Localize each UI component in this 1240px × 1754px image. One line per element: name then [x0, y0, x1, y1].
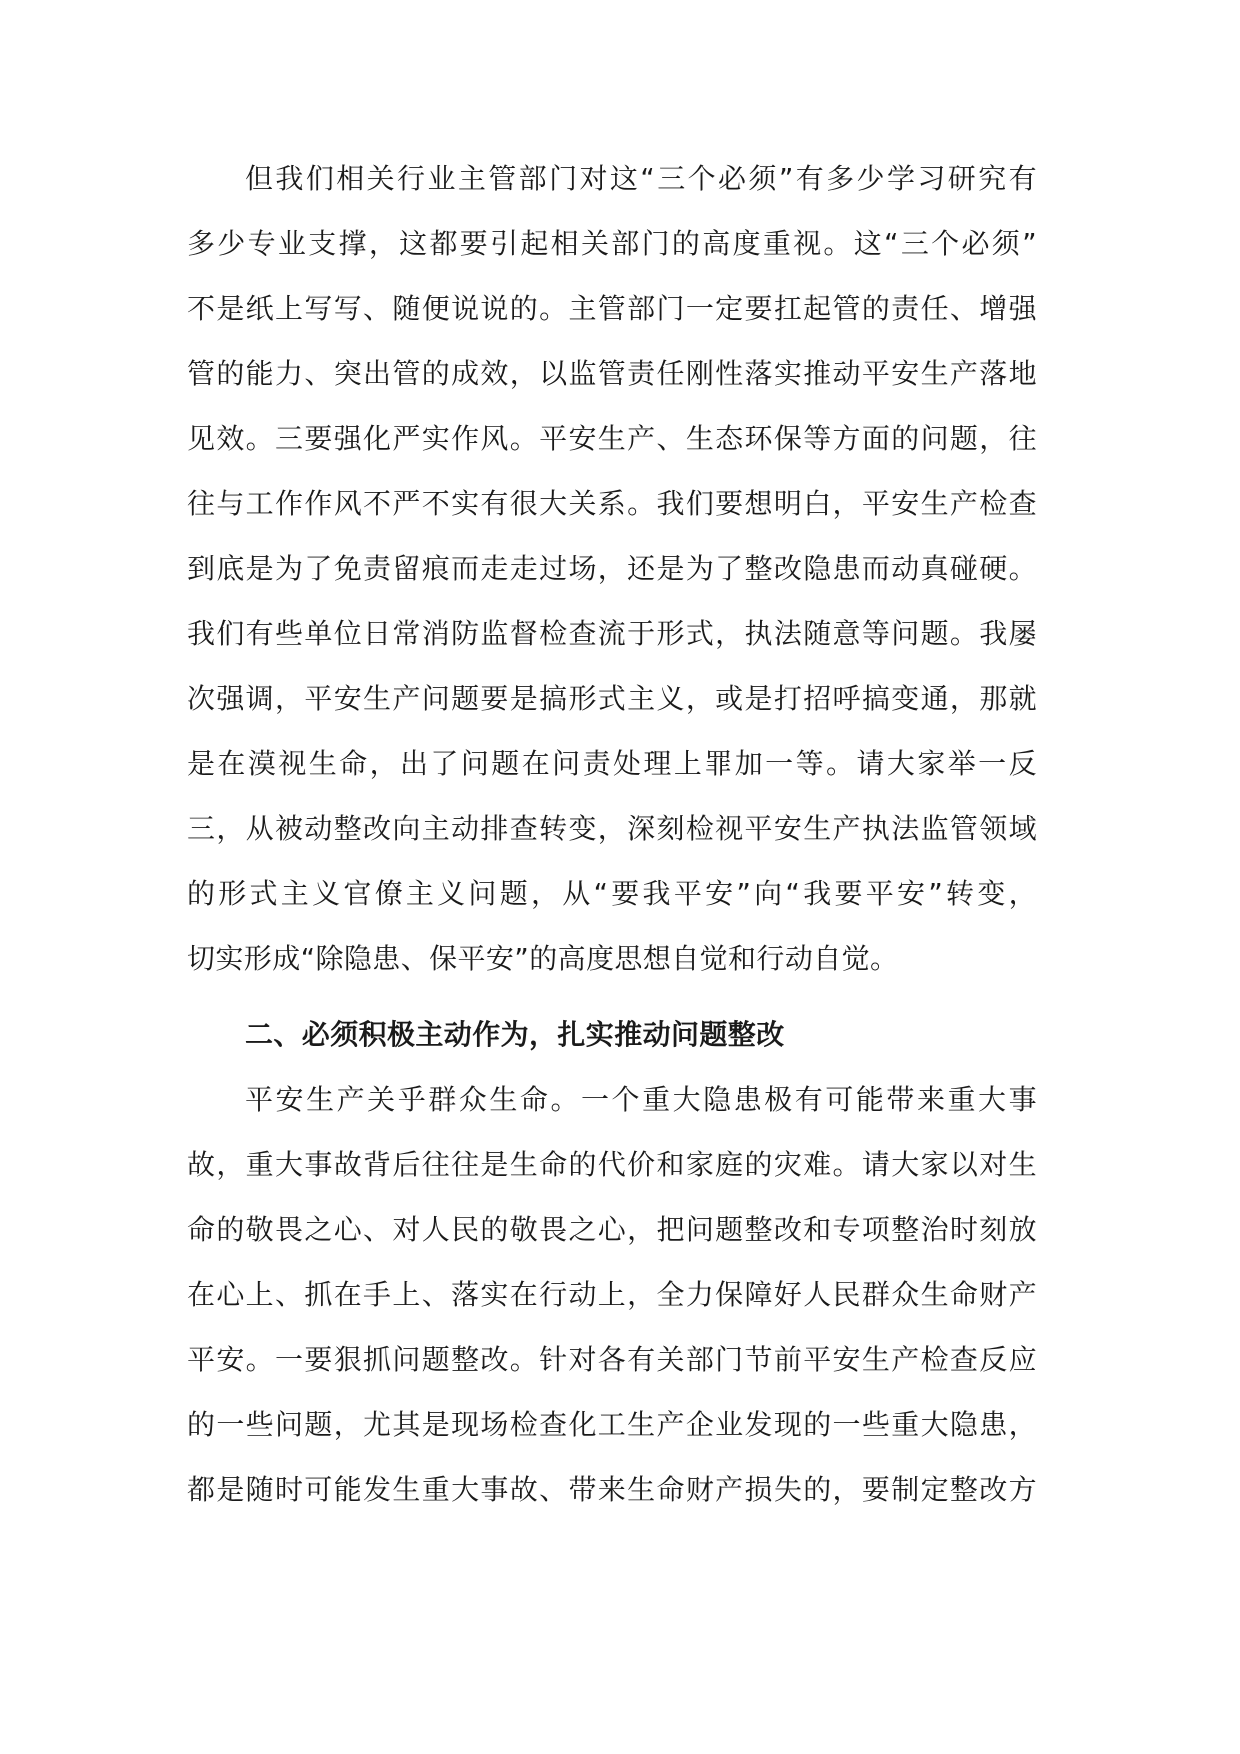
- paragraph-line: 切实形成“除隐患、保平安”的高度思想自觉和行动自觉。: [187, 942, 899, 975]
- paragraph-line: 三，从被动整改向主动排查转变，深刻检视平安生产执法监管领域: [187, 812, 1037, 845]
- paragraph-line: 在心上、抓在手上、落实在行动上，全力保障好人民群众生命财产: [187, 1278, 1037, 1311]
- paragraph-line: 命的敬畏之心、对人民的敬畏之心，把问题整改和专项整治时刻放: [187, 1213, 1037, 1246]
- paragraph-line: 故，重大事故背后往往是生命的代价和家庭的灾难。请大家以对生: [187, 1148, 1037, 1181]
- paragraph-line: 见效。三要强化严实作风。平安生产、生态环保等方面的问题，往: [187, 422, 1037, 455]
- paragraph-line: 次强调，平安生产问题要是搞形式主义，或是打招呼搞变通，那就: [187, 682, 1037, 715]
- paragraph-line: 多少专业支撑，这都要引起相关部门的高度重视。这“三个必须”: [187, 227, 1037, 260]
- section-heading: [187, 1002, 1037, 1067]
- heading-line: 二、必须积极主动作为，扎实推动问题整改: [245, 1018, 785, 1051]
- paragraph-1: [187, 146, 1037, 991]
- paragraph-line: 到底是为了免责留痕而走走过场，还是为了整改隐患而动真碰硬。: [187, 552, 1037, 585]
- paragraph-line: 我们有些单位日常消防监督检查流于形式，执法随意等问题。我屡: [187, 617, 1037, 650]
- paragraph-line: 但我们相关行业主管部门对这“三个必须”有多少学习研究有: [245, 162, 1037, 195]
- paragraph-line: 都是随时可能发生重大事故、带来生命财产损失的，要制定整改方: [187, 1473, 1037, 1506]
- paragraph-line: 的形式主义官僚主义问题，从“要我平安”向“我要平安”转变，: [187, 877, 1037, 910]
- paragraph-line: 平安。一要狠抓问题整改。针对各有关部门节前平安生产检查反应: [187, 1343, 1037, 1376]
- paragraph-line: 的一些问题，尤其是现场检查化工生产企业发现的一些重大隐患，: [187, 1408, 1037, 1441]
- paragraph-line: 管的能力、突出管的成效，以监管责任刚性落实推动平安生产落地: [187, 357, 1037, 390]
- paragraph-line: 不是纸上写写、随便说说的。主管部门一定要扛起管的责任、增强: [187, 292, 1037, 325]
- paragraph-2: [187, 1067, 1037, 1522]
- paragraph-line: 平安生产关乎群众生命。一个重大隐患极有可能带来重大事: [245, 1083, 1037, 1116]
- paragraph-line: 往与工作作风不严不实有很大关系。我们要想明白，平安生产检查: [187, 487, 1037, 520]
- paragraph-line: 是在漠视生命，出了问题在问责处理上罪加一等。请大家举一反: [187, 747, 1037, 780]
